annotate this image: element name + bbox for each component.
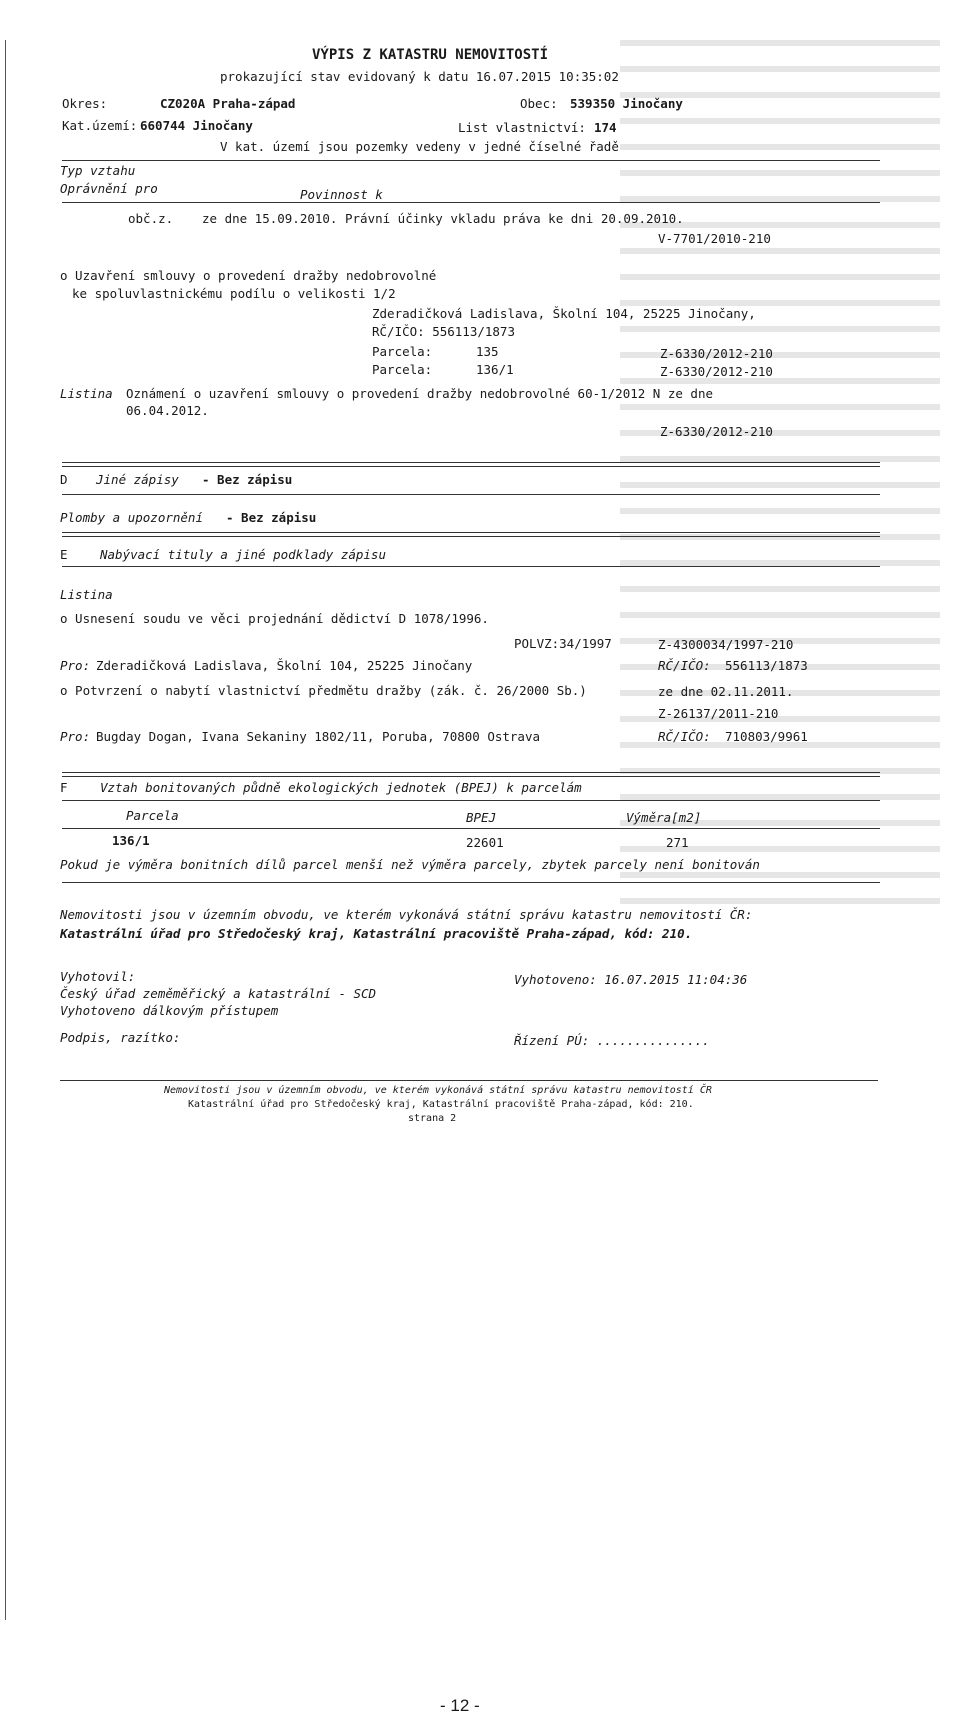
podpis-label: Podpis, razítko: xyxy=(60,1030,181,1045)
divider xyxy=(62,202,880,203)
divider xyxy=(62,800,880,801)
e-item2-ref: Z-26137/2011-210 xyxy=(658,706,779,721)
parcela-ref: Z-6330/2012-210 xyxy=(660,346,773,361)
owner-name: Zderadičková Ladislava, Školní 104, 25225 Jinočany, xyxy=(372,306,756,321)
bleed-through-shadow xyxy=(620,40,940,920)
parcel-numbering-note: V kat. území jsou pozemky vedeny v jedné číselné řadě xyxy=(220,139,619,154)
divider xyxy=(62,466,880,467)
owner-rc: RČ/IČO: 556113/1873 xyxy=(372,324,515,339)
parcela-label: Parcela: xyxy=(372,362,433,377)
vyhotoveno-date: Vyhotoveno: 16.07.2015 11:04:36 xyxy=(514,972,748,987)
divider xyxy=(62,494,880,495)
listina-label: Listina xyxy=(60,587,113,602)
plomby-value: - Bez zápisu xyxy=(226,510,317,525)
parcela-ref: Z-6330/2012-210 xyxy=(660,364,773,379)
section-d-label: Jiné zápisy xyxy=(96,472,179,487)
e-item1-rc: 556113/1873 xyxy=(725,658,808,673)
e-item2-date: ze dne 02.11.2011. xyxy=(658,684,794,699)
obcz-label: obč.z. xyxy=(128,211,174,226)
rizeni-pu: Řízení PÚ: ............... xyxy=(514,1033,710,1048)
divider xyxy=(62,532,880,533)
section-d-value: - Bez zápisu xyxy=(202,472,293,487)
section-e-letter: E xyxy=(60,547,68,562)
lv-value: 174 xyxy=(594,120,617,135)
vyhotovil-label: Vyhotovil: xyxy=(60,969,136,984)
divider xyxy=(62,160,880,161)
divider xyxy=(62,828,880,829)
page-number: - 12 - xyxy=(440,1696,480,1715)
page-number-inner: strana 2 xyxy=(408,1113,457,1124)
jurisdiction-line1: Nemovitosti jsou v územním obvodu, ve kterém vykonává státní správu katastru nemovitostí ČR: xyxy=(60,907,753,922)
table-cell-vymera: 271 xyxy=(666,835,689,850)
vklad-line: ze dne 15.09.2010. Právní účinky vkladu práva ke dni 20.09.2010. xyxy=(202,211,684,226)
page-footer-line1: Nemovitosti jsou v územním obvodu, ve kterém vykonává státní správu katastru nemovitostí ČR xyxy=(164,1085,712,1096)
divider xyxy=(62,882,880,883)
lv-label: List vlastnictví: xyxy=(458,120,586,135)
section-f-label: Vztah bonitovaných půdně ekologických jednotek (BPEJ) k parcelám xyxy=(100,780,582,795)
jurisdiction-line2: Katastrální úřad pro Středočeský kraj, Katastrální pracoviště Praha-západ, kód: 210. xyxy=(60,926,693,941)
okres-label: Okres: xyxy=(62,96,108,111)
listina-text: Oznámení o uzavření smlouvy o provedení dražby nedobrovolné 60-1/2012 N ze dne xyxy=(126,386,713,401)
document-subtitle: prokazující stav evidovaný k datu 16.07.2015 10:35:02 xyxy=(220,69,619,84)
katuzemi-label: Kat.území: xyxy=(62,118,138,133)
divider xyxy=(62,566,880,567)
e-item1-text: o Usnesení soudu ve věci projednání dědictví D 1078/1996. xyxy=(60,611,489,626)
divider xyxy=(62,462,880,463)
section-d-letter: D xyxy=(60,472,68,487)
item1-text-b: ke spoluvlastnickému podílu o velikosti 1/2 xyxy=(72,286,396,301)
table-cell-parcela: 136/1 xyxy=(112,833,150,848)
bonitace-note: Pokud je výměra bonitních dílů parcel menší než výměra parcely, zbytek parcely není bonitován xyxy=(60,857,760,872)
e-item1-polvz: POLVZ:34/1997 xyxy=(514,636,612,651)
plomby-label: Plomby a upozornění xyxy=(60,510,203,525)
e-item2-text: o Potvrzení o nabytí vlastnictví předmětu dražby (zák. č. 26/2000 Sb.) xyxy=(60,683,587,698)
parcela-number: 135 xyxy=(476,344,499,359)
listina-label: Listina xyxy=(60,386,113,401)
col-bpej: BPEJ xyxy=(466,810,497,825)
divider xyxy=(62,776,880,777)
item1-text-a: o Uzavření smlouvy o provedení dražby nedobrovolné xyxy=(60,268,437,283)
listina-ref: Z-6330/2012-210 xyxy=(660,424,773,439)
opravneni-pro-label: Oprávnění pro xyxy=(60,181,158,196)
rc-label: RČ/IČO: xyxy=(658,729,711,744)
rc-label: RČ/IČO: xyxy=(658,658,711,673)
pro-label: Pro: xyxy=(60,729,91,744)
e-item2-rc: 710803/9961 xyxy=(725,729,808,744)
vyhotovil-method: Vyhotoveno dálkovým přístupem xyxy=(60,1003,279,1018)
page-footer-line2: Katastrální úřad pro Středočeský kraj, Katastrální pracoviště Praha-západ, kód: 210. xyxy=(188,1099,694,1110)
table-cell-bpej: 22601 xyxy=(466,835,504,850)
page-edge-line xyxy=(5,40,6,1620)
parcela-label: Parcela: xyxy=(372,344,433,359)
e-item1-ref: Z-4300034/1997-210 xyxy=(658,637,794,652)
okres-value: CZ020A Praha-západ xyxy=(160,96,296,111)
e-item2-pro: Bugday Dogan, Ivana Sekaniny 1802/11, Poruba, 70800 Ostrava xyxy=(96,729,541,744)
document-title: VÝPIS Z KATASTRU NEMOVITOSTÍ xyxy=(312,47,549,63)
parcela-number: 136/1 xyxy=(476,362,514,377)
vklad-ref: V-7701/2010-210 xyxy=(658,231,771,246)
col-vymera: Výměra[m2] xyxy=(626,810,702,825)
obec-label: Obec: xyxy=(520,96,558,111)
divider xyxy=(60,1080,878,1081)
section-f-letter: F xyxy=(60,780,68,795)
typ-vztahu-label: Typ vztahu xyxy=(60,163,136,178)
obec-value: 539350 Jinočany xyxy=(570,96,683,111)
listina-date: 06.04.2012. xyxy=(126,403,209,418)
e-item1-pro: Zderadičková Ladislava, Školní 104, 25225 Jinočany xyxy=(96,658,473,673)
katuzemi-value: 660744 Jinočany xyxy=(140,118,253,133)
pro-label: Pro: xyxy=(60,658,91,673)
section-e-label: Nabývací tituly a jiné podklady zápisu xyxy=(100,547,386,562)
divider xyxy=(62,536,880,537)
povinnost-k-label: Povinnost k xyxy=(300,187,383,202)
vyhotovil-office: Český úřad zeměměřický a katastrální - SCD xyxy=(60,986,377,1001)
col-parcela: Parcela xyxy=(126,808,179,823)
divider xyxy=(62,772,880,773)
